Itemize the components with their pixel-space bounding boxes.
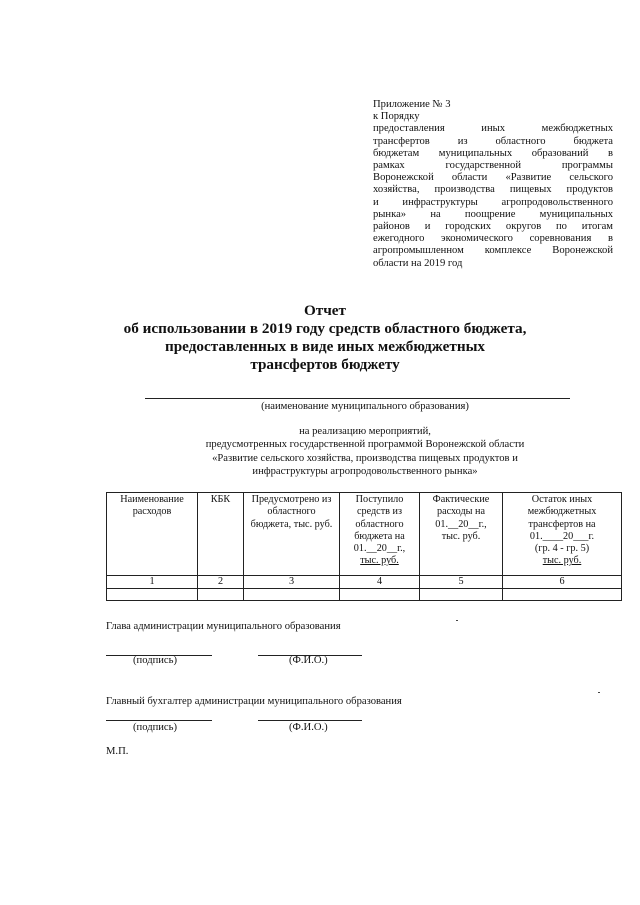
table-row bbox=[107, 589, 622, 601]
header-actual-unit: тыс. руб. bbox=[441, 530, 481, 542]
column-number: 3 bbox=[244, 576, 340, 589]
appendix-text-line: районов и городских округов по итогам bbox=[373, 221, 613, 233]
appendix-text-line: агропромышленном комплексе Воронежской bbox=[373, 245, 613, 257]
table-cell bbox=[503, 589, 622, 601]
column-number: 6 bbox=[503, 576, 622, 589]
header-kbk: КБК bbox=[198, 493, 244, 576]
title-line: об использовании в 2019 году средств областного бюджета, bbox=[123, 320, 527, 337]
accountant-signature-title: Главный бухгалтер администрации муниципального образования bbox=[106, 696, 402, 707]
table-cell bbox=[107, 589, 198, 601]
column-number: 1 bbox=[107, 576, 198, 589]
appendix-text-line: трансфертов из областного бюджета bbox=[373, 135, 613, 147]
header-received-date: 01.__20__г., bbox=[353, 543, 406, 555]
head-signature-caption: (подпись) bbox=[133, 655, 177, 666]
measures-block bbox=[110, 425, 620, 479]
column-number: 4 bbox=[340, 576, 420, 589]
appendix-text-line: и инфраструктуры агропродовольственного bbox=[373, 196, 613, 208]
table-cell bbox=[198, 589, 244, 601]
appendix-text-line: бюджетам муниципальных образований в bbox=[373, 147, 613, 159]
accountant-signature-line bbox=[106, 720, 212, 721]
appendix-text-line: Воронежской области «Развитие сельского bbox=[373, 172, 613, 184]
title-line: предоставленных в виде иных межбюджетных bbox=[164, 338, 486, 355]
appendix-text-line: хозяйства, производства пищевых продуктов bbox=[373, 184, 613, 196]
municipality-caption: (наименование муниципального образования) bbox=[261, 401, 469, 412]
measures-line: «Развитие сельского хозяйства, производства пищевых продуктов и bbox=[212, 452, 518, 464]
accountant-name-line bbox=[258, 720, 362, 721]
head-name-caption: (Ф.И.О.) bbox=[289, 655, 328, 666]
head-signature-title: Глава администрации муниципального образования bbox=[106, 621, 341, 632]
header-balance-date: 01.____20___г. bbox=[529, 530, 595, 542]
header-balance-unit: тыс. руб. bbox=[542, 555, 582, 567]
title-line: трансфертов бюджету bbox=[250, 356, 400, 373]
appendix-text-line: области на 2019 год bbox=[373, 257, 463, 269]
scan-speck bbox=[456, 620, 458, 621]
header-balance-text: Остаток иных межбюджетных трансфертов на bbox=[527, 494, 597, 530]
appendix-number: Приложение № 3 bbox=[373, 99, 451, 110]
appendix-block bbox=[373, 99, 613, 270]
table-header-row bbox=[107, 493, 622, 576]
appendix-text-line: ежегодного экономического соревнования в bbox=[373, 233, 613, 245]
column-number: 5 bbox=[420, 576, 503, 589]
header-received-text: Поступило средств из областного бюджета на bbox=[354, 494, 405, 542]
measures-line: предусмотренных государственной программой Воронежской области bbox=[205, 439, 525, 451]
table-cell bbox=[244, 589, 340, 601]
stamp-place: М.П. bbox=[106, 746, 129, 757]
accountant-name-caption: (Ф.И.О.) bbox=[289, 722, 328, 733]
appendix-text-line: рынка» на поощрение муниципальных bbox=[373, 208, 613, 220]
measures-line: инфраструктуры агропродовольственного рынка» bbox=[252, 466, 478, 478]
header-received-unit: тыс. руб. bbox=[360, 555, 399, 567]
accountant-signature-caption: (подпись) bbox=[133, 722, 177, 733]
appendix-text-line: предоставления иных межбюджетных bbox=[373, 123, 613, 135]
table-cell bbox=[340, 589, 420, 601]
header-planned: Предусмотрено из областного бюджета, тыс. руб. bbox=[244, 493, 340, 576]
measures-line: на реализацию мероприятий, bbox=[299, 426, 431, 437]
header-actual-text: Фактические расходы на bbox=[432, 494, 490, 518]
municipality-name-line bbox=[145, 398, 570, 399]
header-received bbox=[340, 493, 420, 576]
appendix-ref: к Порядку bbox=[373, 111, 420, 123]
report-table bbox=[106, 492, 622, 601]
header-actual bbox=[420, 493, 503, 576]
header-actual-date: 01.__20__г., bbox=[435, 518, 487, 530]
table-cell bbox=[420, 589, 503, 601]
title-line: Отчет bbox=[303, 302, 347, 319]
header-expense-name: Наименование расходов bbox=[107, 493, 198, 576]
report-title bbox=[110, 302, 540, 374]
column-number: 2 bbox=[198, 576, 244, 589]
table-number-row bbox=[107, 576, 622, 589]
header-balance bbox=[503, 493, 622, 576]
appendix-text-line: рамках государственной программы bbox=[373, 160, 613, 172]
scan-speck bbox=[598, 692, 600, 693]
header-balance-formula: (гр. 4 - гр. 5) bbox=[534, 543, 590, 555]
